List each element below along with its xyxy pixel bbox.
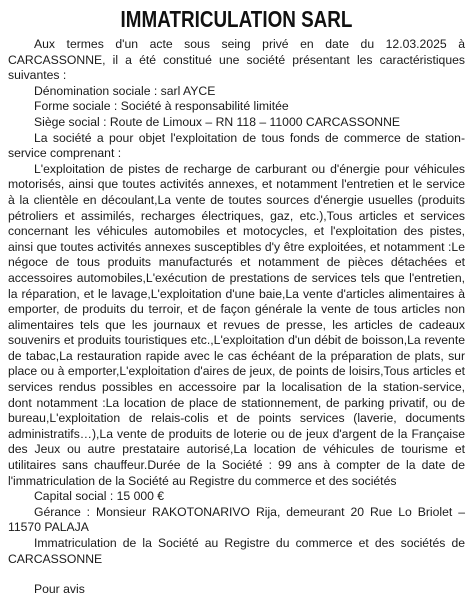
intro-paragraph: Aux termes d'un acte sous seing privé en date du 12.03.2025 à CARCASSONNE, il a été constitué une société présentant les caractéristiques suivantes : <box>8 37 465 83</box>
head-office-line: Siège social : Route de Limoux – RN 118 – 11000 CARCASSONNE <box>34 114 401 129</box>
purpose-intro: La société a pour objet l'exploitation de tous fonds de commerce de station-service comprenant : <box>8 130 465 161</box>
purpose-details: L'exploitation de pistes de recharge de carburant ou d'énergie pour véhicules motorisés, ainsi que toutes activités annexes, et notamment l'entretien et le service à la clientèle en découlant,La vente de toutes sources d'énergie usuelles (produits pétroliers et assimilés, recharges électriques, gaz, etc.),Tous articles et services concernant les véhicules automobiles et motocycles, et l'exploitation des pistes, ainsi que toutes activités annexes susceptibles d'y être exploitées, et notamment :Le négoce de tous produits manufacturés et notamment de pièces détachées et accessoires automobiles,L'exécution de prestations de services tels que l'entretien, la réparation, et le lavage,L'exploitation d'une baie,La vente d'articles alimentaires à emporter, de produits du terroir, et de façon générale la vente de tous articles non alimentaires tels que les journaux et revues de presse, les articles de cadeaux souvenirs et produits touristiques etc.,L'exploitation d'un débit de boisson,La revente de tabac,La restauration rapide avec le cas échéant de la préparation de plats, sur place ou à emporter,L'exploitation d'aires de jeux, de points de loisirs,Tous articles et services rendus possibles en accessoire par la localisation de la station-service, dont notamment :La location de place de stationnement, de parking privatif, ou de bureau,L'exploitation de relais-colis et de points services (laverie, documents administratifs…),La vente de produits de loterie ou de jeux d'argent de la Française des Jeux ou autre prestataire autorisé,La location de véhicules de tourisme et utilitaires sans chauffeur.Durée de la Société : 99 ans à compter de la date de l'immatriculation de la Société au Registre du commerce et des sociétés <box>8 161 465 488</box>
spacer <box>8 567 465 582</box>
legal-notice <box>8 4 465 598</box>
denomination-line: Dénomination sociale : sarl AYCE <box>34 83 216 98</box>
notice-title: IMMATRICULATION SARL <box>120 6 353 32</box>
legal-form-line: Forme sociale : Société à responsabilité limitée <box>34 99 289 114</box>
management-paragraph: Gérance : Monsieur RAKOTONARIVO Rija, demeurant 20 Rue Lo Briolet – 11570 PALAJA <box>8 504 465 535</box>
closing-line: Pour avis <box>34 582 85 597</box>
share-capital-line: Capital social : 15 000 € <box>34 489 165 504</box>
registration-paragraph: Immatriculation de la Société au Registre du commerce et des sociétés de CARCASSONNE <box>8 536 465 566</box>
